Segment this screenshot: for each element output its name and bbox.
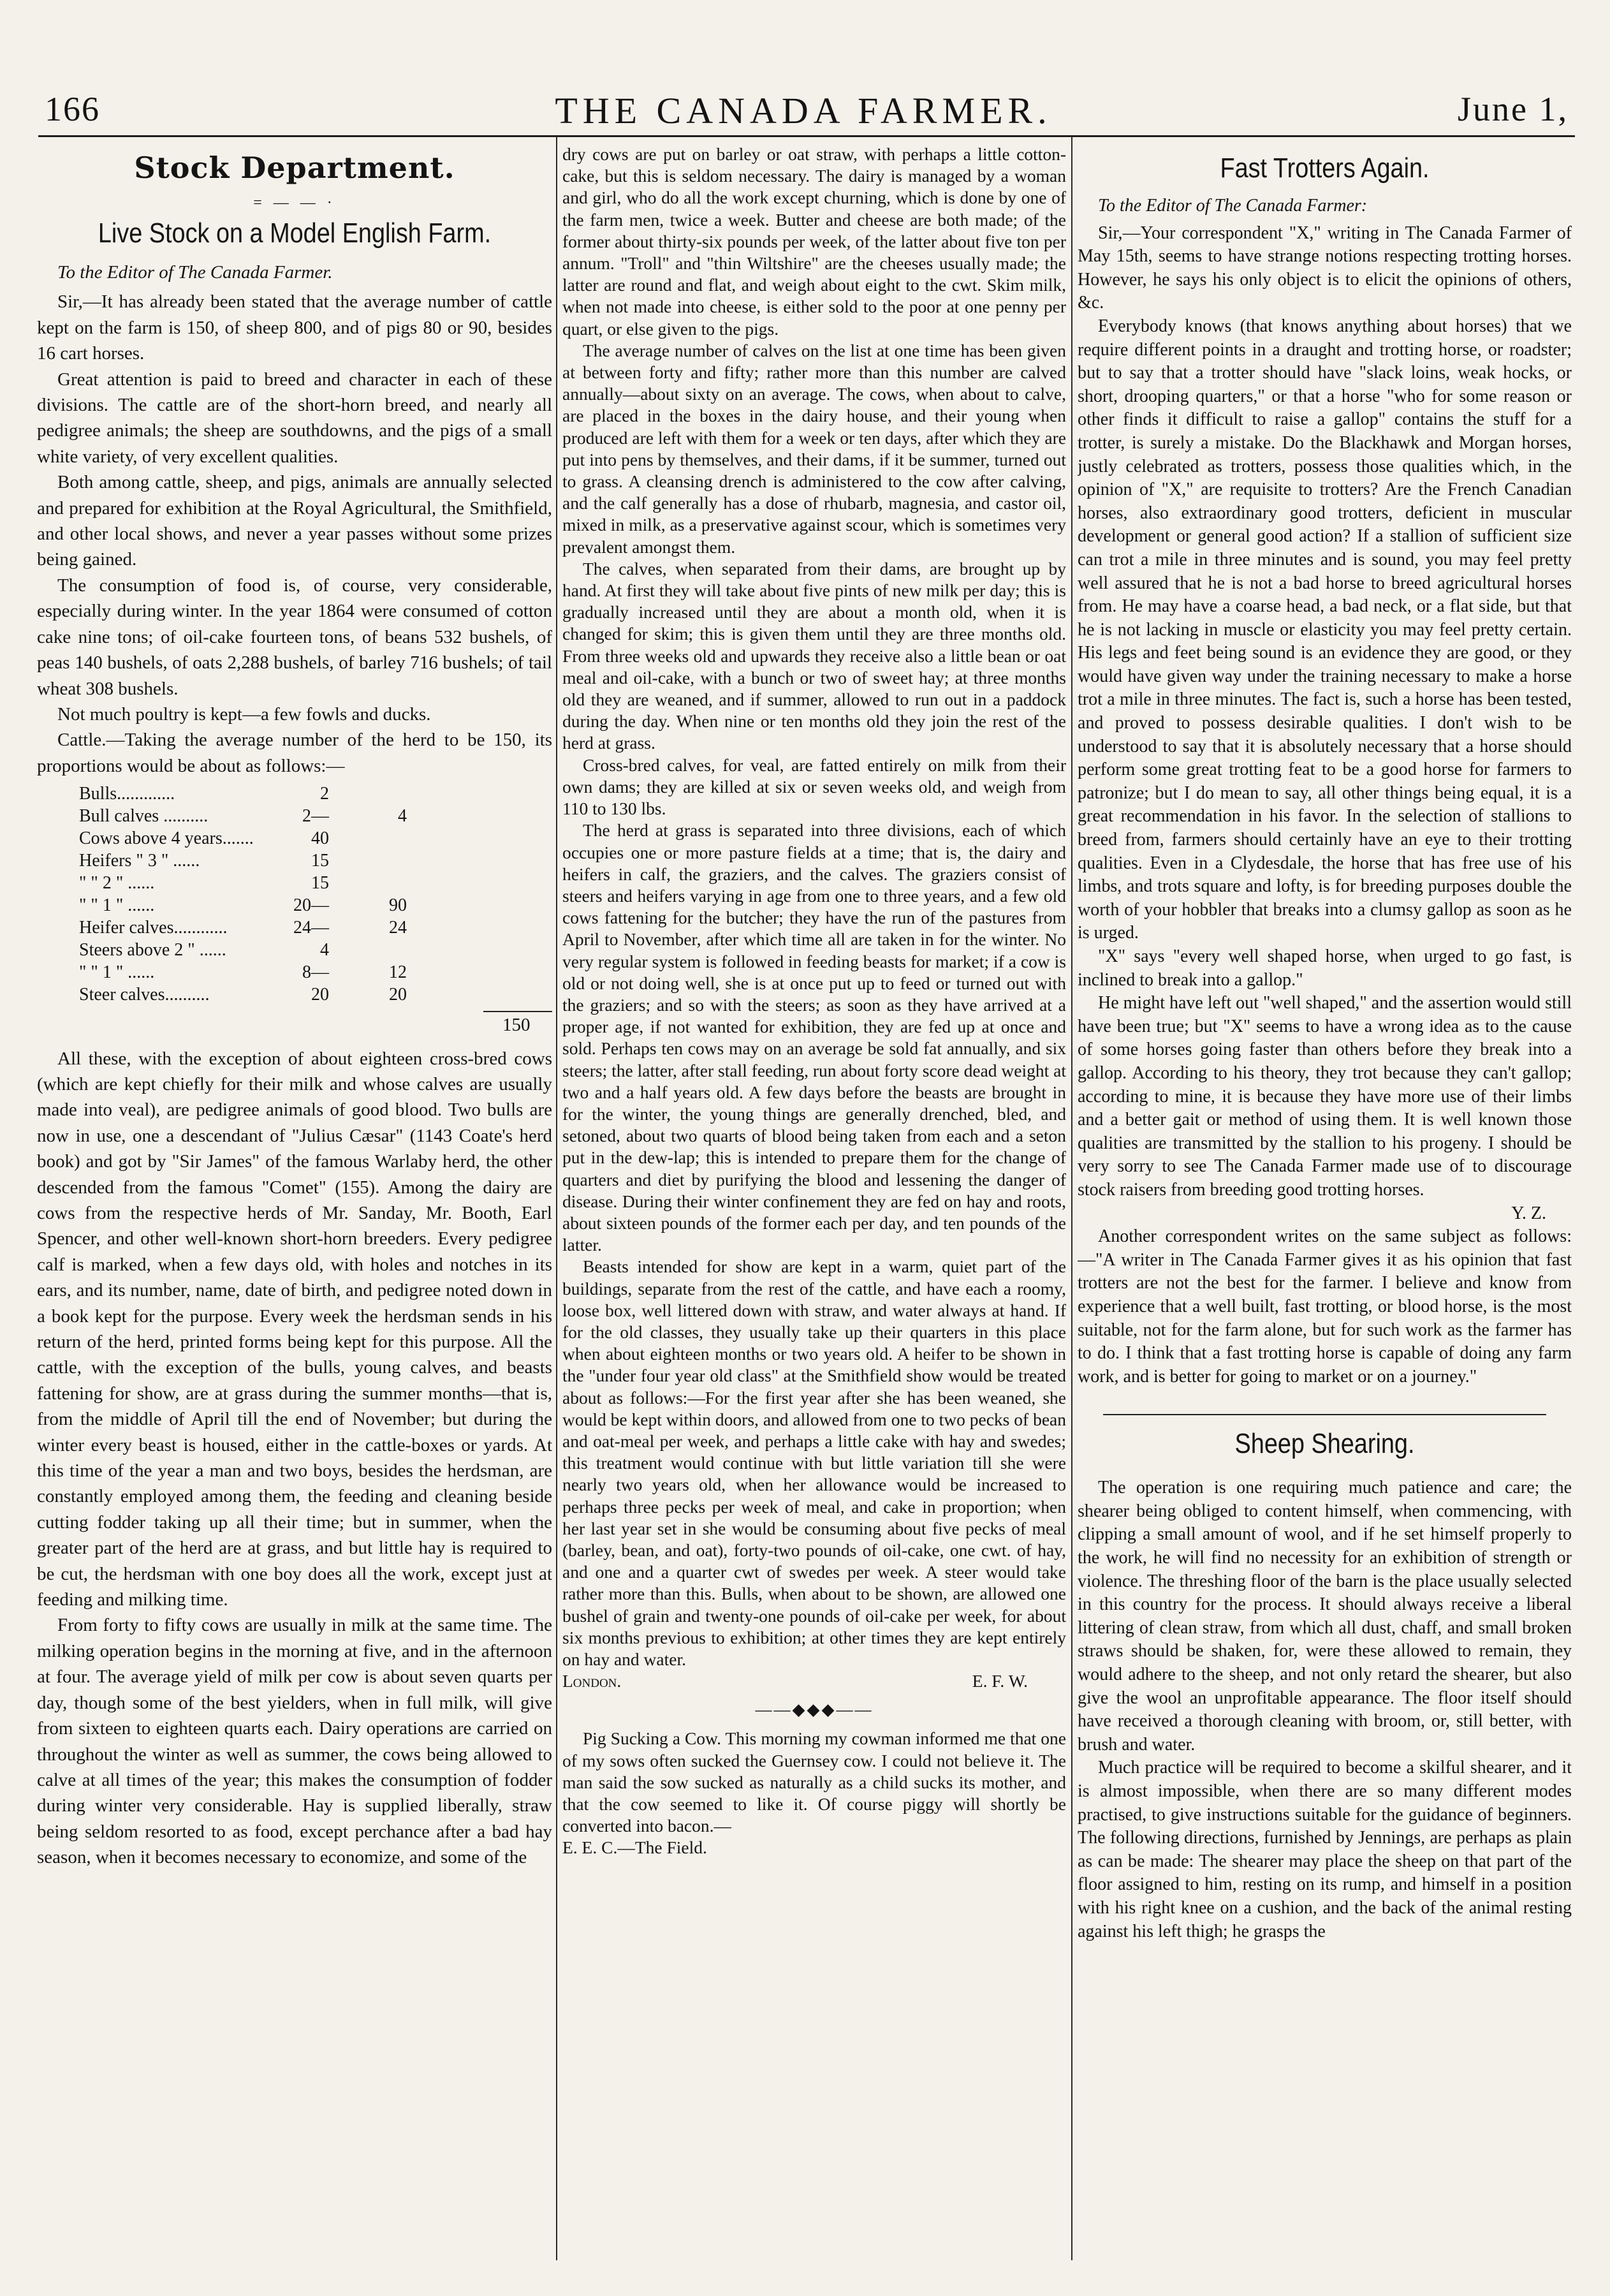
- paragraph: From forty to fifty cows are usually in milk at the same time. The milking operation begins in the morning at five, and in the afternoon at four. The average yield of milk per cow is about seven quarts per day, though some of the best yielders, when in full milk, will give from sixteen to eighteen quarts each. Dairy operations are carried on throughout the winter as well as summer, the cows being allowed to calve at all times of the year; this makes the consumption of fodder during winter very considerable. Hay is supplied liberally, straw being seldom resorted to as food, except perchance after a bad hay season, when it becomes necessary to economize, and some of the: [37, 1615, 552, 1868]
- herd-total: 150: [502, 1015, 531, 1036]
- ornamental-divider: ——◆◆◆——: [755, 1700, 874, 1719]
- herd-subtotal: [333, 872, 411, 894]
- herd-label: Steer calves..........: [79, 985, 210, 1005]
- column-three: [1078, 144, 1572, 2261]
- salutation: To the Editor of The Canada Farmer.: [57, 262, 333, 283]
- paragraph: Cross-bred calves, for veal, are fatted entirely on milk from their own dams; they are killed at six or seven weeks old, and weigh from 110 to 130 lbs.: [562, 754, 1066, 819]
- herd-subtotal: 90: [389, 895, 407, 916]
- herd-table: [75, 783, 411, 1006]
- article-title: Fast Trotters Again.: [1220, 152, 1430, 184]
- herd-row: [75, 961, 411, 983]
- paragraph: The average number of calves on the list at one time has been given at between forty and fifty; rather more than this number are calved annually—about sixty on an average. The cows, when about to calve, are placed in the boxes in the dairy house, and their young when produced are left with them for a week or ten days, after which they are put into pens by themselves, and their dams, if it be summer, turned out to grass. A cleansing drench is administered to the cow after calving, and the calf generally has a dose of rhubarb, magnesia, and castor oil, mixed in milk, as a preservative against scour, which is sometimes very prevalent amongst them.: [562, 340, 1066, 557]
- herd-row: [75, 827, 411, 850]
- herd-subtotal: [333, 939, 411, 961]
- herd-subtotal: 4: [398, 806, 407, 827]
- column-rule: [556, 136, 557, 2260]
- herd-count: 2: [320, 784, 329, 804]
- paragraph: The consumption of food is, of course, very considerable, especially during winter. In the year 1864 were consumed of cotton cake nine tons; of oil-cake fourteen tons, of beans 532 bushels, of peas 140 bushels, of oats 2,288 bushels, of barley 716 bushels; of tail wheat 308 bushels.: [37, 575, 552, 699]
- herd-row: [75, 894, 411, 916]
- issue-date: June 1,: [1458, 90, 1569, 128]
- herd-count: 2—: [302, 806, 329, 827]
- herd-count: 4: [320, 940, 329, 960]
- herd-row: [75, 872, 411, 894]
- herd-row: [75, 939, 411, 961]
- paragraph: All these, with the exception of about eighteen cross-bred cows (which are kept chiefly for their milk and whose calves are usually made into veal), are pedigree animals of good blood. Two bulls are now in use, one a descendant of "Julius Cæsar" (1143 Coate's herd book) and got by "Sir James" of the famous Warlaby herd, the other descended from the famous "Comet" (155). Among the dairy are cows from the respective herds of Mr. Sanday, Mr. Booth, Earl Spencer, and other well-known short-horn breeders. Every pedigree calf is marked, when a few days old, with holes and notches in its ears, and its number, name, date of birth, and pedigree noted down in a book kept for the purpose. Every week the herdsman sends in his return of the herd, printed forms being kept for this purpose. All the cattle, with the exception of the bulls, young calves, and beasts fattening for show, are at grass during the summer months—that is, from the middle of April till the end of November; but during the winter every beast is housed, either in the cattle-boxes or yards. At this time of the year a man and two boys, besides the herdsman, are constantly employed among them, the feeding and cleaning beside cutting fodder taking up all their time; but in summer, when the greater part of the herd are at grass, and but little hay is required to be cut, the herdsman with one boy does all the work, except just at feeding and milking time.: [37, 1048, 552, 1610]
- herd-subtotal: 20: [389, 985, 407, 1005]
- paragraph: Everybody knows (that knows anything about horses) that we require different points in a draught and trotting horse, or roadster; but to say that a trotter should have "slack loins, weak hocks, or short, drooping quarters," or that a horse "who for some reason or other finds it difficult to raise a gallop" contains the stuff for a trotter, is surely a mistake. Do the Blackhawk and Morgan horses, justly celebrated as trotters, possess those qualities which, in the opinion of "X," are requisite to trotters? Are the French Canadian horses, also extraordinary good trotters, deficient in muscular development or general good action? If a stallion of sufficient size can trot a mile in three minutes and is sound, you may feel pretty well assured that he is not a bad horse to breed agricultural horses from. He may have a coarse head, a bad neck, or a flat side, but that he is not lacking in muscle or elasticity you may feel pretty certain. His legs and feet being sound is an evidence they are good, or they would have given way under the training necessary to make a horse trot a mile in three minutes. The fact is, such a horse has been tested, and proved to possess desirable qualities. I don't wish to be understood to say that it is absolutely necessary that a horse should perform some great trotting feat to be a good horse for farmers to patronize; but I do mean to say, all other things being equal, it is a great recommendation in his favor. In the selection of stallions to breed from, farmers should certainly have an eye to their trotting qualities. Even in a Clydesdale, the horse that has free use of his limbs, and trots square and lofty, is for breeding purposes double the worth of your hobbler that breaks into a clumsy gallop as soon as he is urged.: [1078, 316, 1572, 943]
- paragraph: Not much poultry is kept—a few fowls and ducks.: [57, 703, 431, 725]
- herd-subtotal: 24: [389, 918, 407, 938]
- herd-label: " " 2 " ......: [79, 873, 155, 894]
- section-separator: = — — ·: [253, 195, 336, 211]
- herd-subtotal: [333, 850, 411, 872]
- sheep-heading-block: [1078, 1414, 1572, 1464]
- paragraph: Sir,—Your correspondent "X," writing in The Canada Farmer of May 15th, seems to have strange notions respecting trotting horses. However, he says his only object is to elicit the opinions of others, &c.: [1078, 223, 1572, 313]
- herd-row: [75, 850, 411, 872]
- herd-subtotal: [333, 827, 411, 850]
- paragraph: The operation is one requiring much patience and care; the shearer being obliged to content himself, when commencing, with clipping a small amount of wool, and if he set himself properly to the work, he will find no necessity for an exhibition of strength or violence. The threshing floor of the barn is the place usually selected in this country for the process. It should always receive a liberal littering of clean straw, from which all dust, chaff, and small broken straws should be shaken, for, were these allowed to remain, they would adhere to the sheep, and not only retard the shearer, but also give the wool an unprofitable appearance. The floor itself should have received a thorough cleaning with broom, or, still better, with brush and water.: [1078, 1478, 1572, 1755]
- article-title: Sheep Shearing.: [1234, 1428, 1415, 1460]
- pig-note-source: E. E. C.—The Field.: [562, 1837, 707, 1858]
- signature-name: E. F. W.: [972, 1671, 1028, 1691]
- herd-label: Heifers " 3 " ......: [79, 851, 200, 871]
- paragraph: Cattle.—Taking the average number of the herd to be 150, its proportions would be about as follows:—: [37, 730, 552, 776]
- paragraph: Both among cattle, sheep, and pigs, animals are annually selected and prepared for exhibition at the Royal Agricultural, the Smithfield, and other local shows, and never a year passes without some prizes being gained.: [37, 472, 552, 570]
- signature-line: [562, 1670, 1066, 1692]
- herd-row: [75, 805, 411, 827]
- herd-count: 15: [311, 851, 329, 871]
- paragraph: The calves, when separated from their dams, are brought up by hand. At first they will take about five pints of new milk per day; this is gradually increased until they are about a month old, when it is changed for skim; this is given them until they are three months old. From three weeks old and upwards they receive also a little bean or oat meal and oil-cake, with a bunch or two of sweet hay; at three months old they are weaned, and if summer, allowed to run out in a paddock during the day. When nine or ten months old they join the rest of the herd at grass.: [562, 558, 1066, 753]
- page-number: 166: [45, 90, 100, 128]
- herd-label: Steers above 2 " ......: [79, 940, 226, 960]
- department-title: Stock Department.: [134, 151, 455, 185]
- herd-count: 20—: [293, 895, 329, 916]
- herd-label: " " 1 " ......: [79, 895, 155, 916]
- herd-label: Bulls.............: [79, 784, 175, 804]
- herd-count: 24—: [293, 918, 329, 938]
- header-rule: [38, 135, 1575, 137]
- herd-count: 8—: [302, 962, 329, 983]
- paragraph: dry cows are put on barley or oat straw, with perhaps a little cotton-cake, but this is seldom necessary. The dairy is managed by a woman and girl, who do all the work except churning, which is done by one of the farm men, twice a week. Butter and cheese are both made; of the former about thirty-six pounds per week, of the latter about five ton per annum. "Troll" and "thin Wiltshire" are the cheeses usually made; the latter are round and flat, and weigh about eight to the cwt. Skim milk, when not made into cheese, is either sold to the poor at one penny per quart, or else given to the pigs.: [562, 144, 1066, 339]
- herd-count: 20: [311, 985, 329, 1005]
- herd-row: [75, 783, 411, 805]
- paragraph: The herd at grass is separated into three divisions, each of which occupies one or more pasture fields at a time; that is, the dairy and heifers in calf, the graziers, and the calves. The graziers consist of steers and heifers varying in age from one to three years, and a few old cows fattening for the butcher; they have the run of the pastures from April to November, after which time all are taken in for the winter. No very regular system is followed in feeding beasts for market; if a cow is old or not doing well, she is at once put up to feed or turned out with the graziers; and so with the steers; as soon as they have arrived at a proper age, if not wanted for exhibition, they are fed up at once and sold. Perhaps ten cows may on an average be sold fat annually, and six steers; the latter, after stall feeding, run about forty score dead weight at two and a half years old. A few days before the beasts are brought in for the winter, the young things are generally drenched, bled, and setoned, about two quarts of blood being taken from each and a seton put in the dew-lap; this is intended to prepare them for the change of quarters and diet by purifying the blood and lessening the danger of disease. During their winter confinement they are fed on hay and roots, about sixteen pounds of the former each per day, and ten pounds of the latter.: [562, 820, 1066, 1255]
- signature-line: [1078, 1202, 1572, 1226]
- herd-subtotal: [333, 783, 411, 805]
- herd-row: [75, 916, 411, 939]
- column-rule: [1071, 136, 1072, 2260]
- page-header: [38, 89, 1569, 140]
- herd-label: Heifer calves............: [79, 918, 228, 938]
- paragraph: Much practice will be required to become a skilful shearer, and it is almost impossible, when there are so many different modes practised, to give instructions suitable for the guidance of beginners. The following directions, furnished by Jennings, are perhaps as plain as can be made: The shearer may place the sheep on that part of the floor assigned to him, resting on its rump, and himself in a position with his right knee on a cushion, and the back of the animal resting against his left thigh; he grasps the: [1078, 1758, 1572, 1941]
- herd-row: [75, 983, 411, 1006]
- pig-note: Pig Sucking a Cow. This morning my cowman informed me that one of my sows often sucked the Guernsey cow. I could not believe it. The man said the sow sucked as naturally as a child sucks its mother, and that the cow seemed to like it. Of course piggy will shortly be converted into bacon.—: [562, 1728, 1066, 1836]
- herd-label: Cows above 4 years.......: [79, 828, 254, 849]
- paragraph: Sir,—It has already been stated that the average number of cattle kept on the farm is 150, of sheep 800, and of pigs 80 or 90, besides 16 cart horses.: [37, 291, 552, 364]
- signature-name: Y. Z.: [1511, 1203, 1546, 1223]
- paragraph: "X" says "every well shaped horse, when urged to go fast, is inclined to break into a gallop.": [1078, 946, 1572, 990]
- herd-count: 40: [311, 828, 329, 849]
- paragraph: Great attention is paid to breed and character in each of these divisions. The cattle are of the short-horn breed, and nearly all pedigree animals; the sheep are southdowns, and the pigs of a small white variety, of very excellent qualities.: [37, 369, 552, 467]
- article-title: Live Stock on a Model English Farm.: [98, 217, 492, 249]
- paragraph: Beasts intended for show are kept in a warm, quiet part of the buildings, separate from the rest of the cattle, and have each a roomy, loose box, well littered down with straw, and water always at hand. If for the old classes, they usually take up their quarters in this place when about eighteen months or two years old. A heifer to be shown in the "under four year old class" at the Smithfield show would be treated about as follows:—For the first year after she has been weaned, she would be kept within doors, and allowed from one to two pecks of bean and oat-meal per week, and perhaps a little cake with hay and swedes; this treatment would continue with but little variation till she were nearly two years old, when her allowance would be increased to perhaps three pecks per week of meal, and cake in proportion; when her last year set in she would be consuming about five pecks of meal (barley, bean, and oat), forty-two pounds of oil-cake, one cwt. of hay, and one and a quarter cwt of swedes per week. A steer would take rather more than this. Bulls, when about to be shown, are allowed one bushel of grain and twenty-one pounds of oil-cake per week, for about six months previous to exhibition; at other times they are kept entirely on hay and water.: [562, 1256, 1066, 1670]
- herd-label: " " 1 " ......: [79, 962, 155, 983]
- paragraph: He might have left out "well shaped," and the assertion would still have been true; but "X" seems to have a wrong idea as to the cause of some horses going faster than others before they break into a gallop. According to his theory, they trot because they can't gallop; according to mine, it is because they have more use of their limbs and a better gait or method of using them. It is well known those qualities are transmitted by the stallion to his progeny. I should be very sorry to see The Canada Farmer made use of to discourage stock raisers from breeding good trotting horses.: [1078, 993, 1572, 1200]
- column-one: [37, 144, 552, 2261]
- herd-subtotal: 12: [389, 962, 407, 983]
- column-two: [562, 144, 1066, 2261]
- paragraph: Another correspondent writes on the same subject as follows:—"A writer in The Canada Farmer gives it as his opinion that fast trotters are not the best for the farmer. I believe and know from experience that a well built, fast trotting, or blood horse, is the most suitable, not for the farm alone, but for such work as the farmer has to do. I think that a fast trotting horse is capable of doing any farm work, and is better for going to market or on a journey.": [1078, 1226, 1572, 1387]
- masthead-title: THE CANADA FARMER.: [555, 90, 1052, 131]
- salutation: To the Editor of The Canada Farmer:: [1098, 196, 1368, 216]
- herd-label: Bull calves ..........: [79, 806, 209, 827]
- herd-count: 15: [311, 873, 329, 894]
- heading-rule: [1103, 1414, 1546, 1415]
- signature-place: London.: [562, 1671, 622, 1691]
